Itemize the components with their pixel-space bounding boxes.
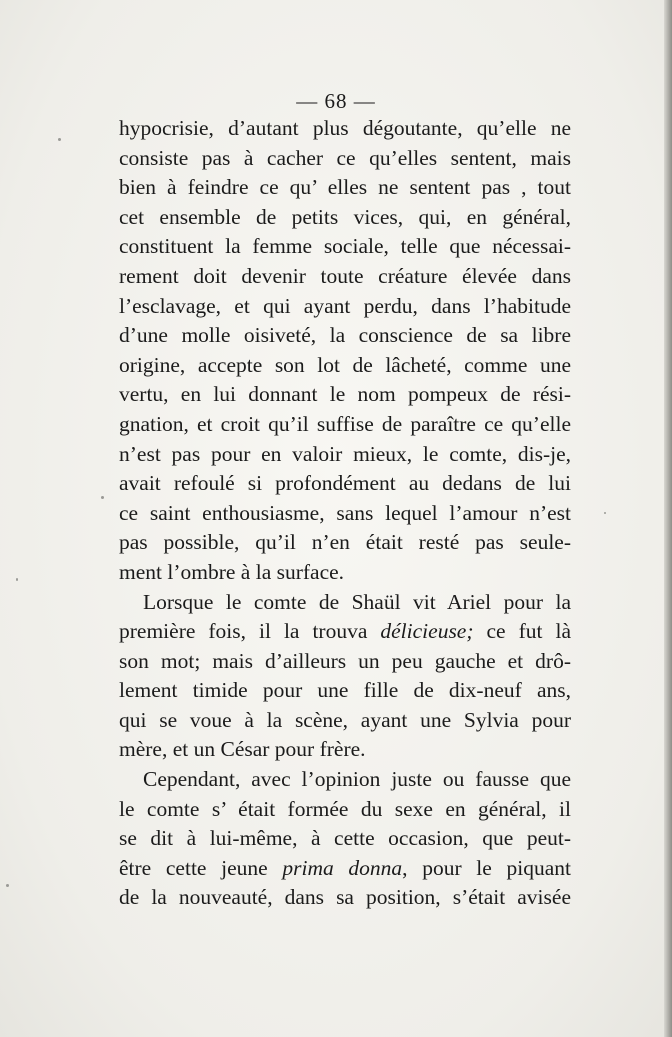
text-run: vertu, en lui donnant le nom pompeux de rési- (119, 382, 571, 407)
text-line (119, 735, 571, 765)
paper-speck (6, 884, 9, 887)
text-run: qui se voue à la scène, ayant une Sylvia pour (119, 707, 571, 732)
page-edge-shadow (664, 0, 672, 1037)
text-line (119, 410, 571, 440)
text-line (119, 232, 571, 262)
text-line (119, 706, 571, 736)
text-line (119, 262, 571, 292)
paper-speck (16, 578, 18, 581)
text-line (119, 292, 571, 322)
body-text (119, 114, 571, 913)
text-run: Lorsque le comte de Shaül vit Ariel pour la (143, 589, 571, 614)
text-run: l’esclavage, et qui ayant perdu, dans l’habitude (119, 293, 571, 318)
text-run: origine, accepte son lot de lâcheté, comme une (119, 352, 571, 377)
text-line (119, 469, 571, 499)
text-line (119, 321, 571, 351)
text-run: Cependant, avec l’opinion juste ou fausse que (143, 767, 571, 792)
text-run: le comte s’ était formée du sexe en général, il (119, 796, 571, 821)
text-run: première fois, il la trouva (119, 619, 381, 644)
text-line (119, 824, 571, 854)
text-line (119, 676, 571, 706)
text-run: ce fut là (473, 619, 571, 644)
text-run: rement doit devenir toute créature élevée dans (119, 263, 571, 288)
text-line (119, 499, 571, 529)
text-run: avait refoulé si profondément au dedans de lui (119, 471, 571, 496)
text-line (119, 647, 571, 677)
text-run: n’est pas pour en valoir mieux, le comte, dis-je, (119, 441, 571, 466)
text-run: ce saint enthousiasme, sans lequel l’amour n’est (119, 500, 571, 525)
text-run: de la nouveauté, dans sa position, s’était avisée (119, 885, 571, 910)
text-line (119, 854, 571, 884)
text-run: mère, et un César pour frère. (119, 737, 366, 762)
text-line (119, 144, 571, 174)
text-line (119, 795, 571, 825)
text-line (119, 617, 571, 647)
text-line (119, 173, 571, 203)
text-run: d’une molle oisiveté, la conscience de sa libre (119, 323, 571, 348)
text-run: pas possible, qu’il n’en était resté pas seule- (119, 530, 571, 555)
text-run: être cette jeune (119, 855, 283, 880)
page-number: — 68 — (296, 89, 376, 113)
paper-speck (101, 496, 104, 499)
text-run: cet ensemble de petits vices, qui, en général, (119, 204, 571, 229)
text-line (119, 380, 571, 410)
text-line (119, 351, 571, 381)
text-line (119, 528, 571, 558)
text-run: , pour le piquant (402, 855, 571, 880)
text-run: hypocrisie, d’autant plus dégoutante, qu’elle ne (119, 116, 571, 140)
italic-phrase: prima donna (282, 855, 403, 880)
text-line (119, 558, 571, 588)
paper-speck (604, 512, 606, 514)
text-run: son mot; mais d’ailleurs un peu gauche et drô- (119, 648, 571, 673)
text-run: gnation, et croit qu’il suffise de paraître ce qu’elle (119, 411, 571, 436)
text-run: constituent la femme sociale, telle que nécessai- (119, 234, 571, 259)
text-line (119, 114, 571, 144)
paper-speck (58, 138, 61, 141)
text-line (119, 765, 571, 795)
text-line (119, 588, 571, 618)
text-line (119, 203, 571, 233)
text-run: consiste pas à cacher ce qu’elles sentent, mais (119, 145, 571, 170)
text-run: bien à feindre ce qu’ elles ne sentent pas , tout (119, 175, 571, 200)
text-run: ment l’ombre à la surface. (119, 559, 345, 584)
text-run: se dit à lui-même, à cette occasion, que peut- (119, 826, 571, 851)
text-line (119, 440, 571, 470)
text-line (119, 883, 571, 913)
italic-phrase: délicieuse; (380, 619, 474, 644)
text-run: lement timide pour une fille de dix-neuf ans, (119, 678, 571, 703)
